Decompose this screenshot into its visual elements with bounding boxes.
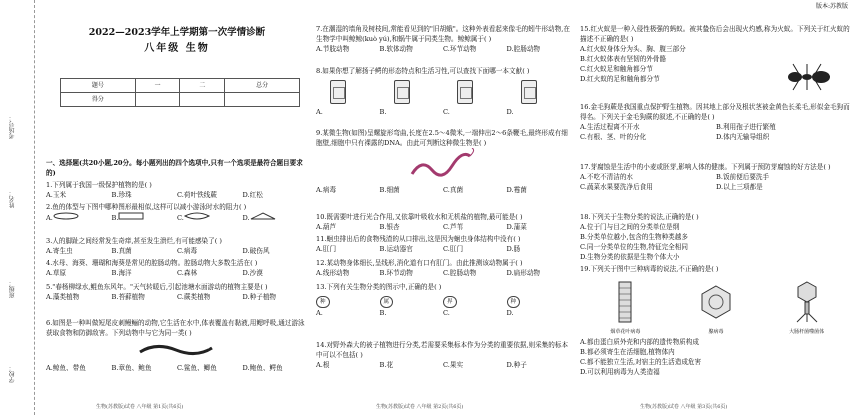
option: D.扁形动物 [506, 269, 541, 277]
question-8 [316, 66, 570, 117]
question-text: 9.某微生物(如图)呈螺旋形弯曲,长度在2.5～4微米,一端伸出2～6条鞭毛,最终形成有细胞壁,细胞中只有裸露的DNA。由此可判断这种微生物是( ) [316, 129, 568, 147]
option: C.果实 [443, 361, 464, 369]
option: B. [379, 309, 387, 317]
option: B.环节动物 [379, 269, 413, 277]
option: A.生活过程离不开水 [580, 123, 640, 131]
exam-subtitle: 八年级 生物 [144, 43, 210, 54]
option: D.肠 [506, 245, 521, 253]
option: D. [242, 214, 250, 222]
binding-label-school: 学校： [9, 365, 16, 383]
bacterium-illustration [406, 148, 476, 182]
question-18 [580, 212, 852, 262]
option: A. [316, 108, 323, 116]
option: B.分类单位越小,包含的生物种类越多 [580, 233, 688, 241]
question-text: 11.蛔虫排出后的食物残渣的从口排出,这是因为蛔虫身体结构中没有( ) [316, 235, 521, 243]
question-text: 15.红火蚁是一种入侵性极强的蚂蚁。被其蛰伤后会出现火灼感,称为火蚁。下列关于红火蚁的描述不正确的是( ) [580, 25, 850, 43]
question-text: 10.既需要叶进行光合作用,又依靠叶吸收水和无机盐的植物,最可能是( ) [316, 213, 523, 221]
option: B.苔藓植物 [111, 293, 145, 301]
option: C. [177, 214, 184, 222]
binding-margin [0, 0, 35, 415]
score-table [60, 78, 300, 107]
option: D.种子 [506, 361, 527, 369]
option: A.藻类植物 [46, 293, 80, 301]
option: A.都由蛋白质外壳和内部的遗传物质构成 [580, 338, 699, 346]
option: B.珍珠 [111, 191, 132, 199]
option: C.同一分类单位的生物,特征完全相同 [580, 243, 688, 251]
binding-label-name: 姓名： [9, 190, 16, 208]
option: D.以上三项都是 [716, 183, 763, 191]
option: C.都不能独立生活,对宿主的生活造成危害 [580, 358, 702, 366]
spindle-shape-icon [184, 212, 210, 220]
option: A.病毒 [316, 186, 337, 194]
question-5 [46, 282, 308, 302]
classify-pill: 属 [380, 296, 394, 308]
option: A.红火蚁身体分为头、胸、腹三部分 [580, 45, 686, 53]
score-header-cell: 一 [135, 79, 180, 93]
option: D.沙漠 [242, 269, 263, 277]
option: A.肛门 [316, 245, 337, 253]
option: D.红松 [242, 191, 263, 199]
option: A.草原 [46, 269, 67, 277]
virus-caption: 腺病毒 [708, 329, 724, 335]
column-1 [46, 0, 308, 415]
option: B.软体动物 [379, 45, 413, 53]
question-2 [46, 202, 308, 223]
option: C.有根、茎、叶的分化 [580, 133, 647, 141]
option: A.玉米 [46, 191, 67, 199]
score-cell[interactable] [180, 93, 225, 107]
question-10 [316, 212, 570, 232]
question-text: 18.下列关于生物分类的说法,正确的是( ) [580, 213, 699, 221]
option: A.不吃不清洁的水 [580, 173, 634, 181]
option: C.蕨类植物 [177, 293, 211, 301]
book-icon [457, 80, 473, 104]
question-text: 12.某动物身体细长,呈线形,消化道有口有肛门。由此推测该动物属于( ) [316, 259, 523, 267]
option: C.蔬菜水果要洗净后食用 [580, 183, 653, 191]
question-9 [316, 128, 570, 195]
eel-illustration [136, 338, 216, 360]
option: C.腔肠动物 [443, 269, 477, 277]
column-3 [580, 0, 852, 415]
binding-label-class: 班级： [9, 280, 16, 298]
option: A.葫芦 [316, 223, 337, 231]
option: C.荷叶铁线蕨 [177, 191, 217, 199]
question-text: 17.芽腐蚀是生活中的小麦或胚芽,影响人体的健康。下列属于预防芽腐蚀的好方法是( ) [580, 163, 831, 171]
question-text: 5."春杨柳绿水,鲲鱼东风年。"天气转暖后,引起池塘水面游动的植物主要是( ) [46, 283, 268, 291]
option: B.饭前便后要洗手 [716, 173, 770, 181]
option: D.可以利用病毒为人类造福 [580, 368, 660, 376]
option: B. [111, 214, 119, 222]
section-title: 一、选择题(共20小题,20分。每小题列出的四个选项中,只有一个选项是最符合题目要求的) [46, 159, 303, 177]
ellipse-shape-icon [53, 212, 79, 220]
option: D.种子植物 [242, 293, 277, 301]
option: D.生物分类的依据是生物个体大小 [580, 253, 680, 261]
option: B.细菌 [379, 186, 400, 194]
option: C.森林 [177, 269, 198, 277]
option: B.银杏 [379, 223, 400, 231]
page-footer: 生物(苏教版)试卷 八年级 第3页(共6页) [640, 404, 728, 410]
option: B.运动器官 [379, 245, 413, 253]
score-row-label: 得分 [61, 93, 136, 107]
option: B.花 [379, 361, 394, 369]
virus-caption: 烟草花叶病毒 [610, 329, 641, 335]
binding-label-room: 考场号： [9, 115, 16, 139]
option: C.芦苇 [443, 223, 464, 231]
option: C.病毒 [177, 247, 198, 255]
question-17 [580, 162, 852, 192]
question-text: 3.人的脚趾之间经常发生奇痒,甚至发生溃烂,有可能感染了( ) [46, 237, 222, 245]
question-4 [46, 258, 308, 278]
option: B.利用孢子进行繁殖 [716, 123, 776, 131]
question-16 [580, 102, 852, 142]
question-text: 19.下列关于图中三种病毒的说法,不正确的是( ) [580, 265, 719, 273]
tobacco-mosaic-virus-icon [613, 280, 637, 324]
score-cell[interactable] [225, 93, 300, 107]
option: C. [443, 309, 450, 317]
question-14 [316, 340, 570, 370]
option: A. [316, 309, 323, 317]
option: D.蒲菜 [506, 223, 527, 231]
page-footer: 生物(苏教版)试卷 八年级 第2页(共6页) [376, 404, 464, 410]
option: D.破伤风 [242, 247, 270, 255]
question-text: 13.下列有关生物分类的图示中,正确的是( ) [316, 283, 442, 291]
adenovirus-icon [696, 280, 736, 324]
question-3 [46, 236, 308, 256]
column-2 [316, 0, 570, 415]
option: D.鲍鱼、鳄鱼 [242, 364, 283, 372]
question-text: 6.如图是一种叫做短尾皮刺鳗鲡的动物,它生活在水中,体表覆盖有黏液,用鳃呼吸,通过游泳获取食物和防御敌害。下列动物中与它为同一类( ) [46, 319, 305, 337]
question-text: 7.在潮湿的墙角及树枝间,常能看见到的"旧胡蛾"。这种外表看起来像毛的蚓牛形动物,在生物学中叫鲸鲸(kuò yú),和蜗牛属于同类生物。鲸鲸属于( ) [316, 25, 570, 43]
question-7 [316, 24, 570, 54]
option: C.鲨鱼、鲫鱼 [177, 364, 217, 372]
question-11 [316, 234, 570, 254]
option: D. [506, 108, 514, 116]
option: C. [443, 108, 450, 116]
option: C.环节动物 [443, 45, 477, 53]
option: D.红火蚁的足和触角都分节 [580, 75, 660, 83]
option: A. [46, 214, 53, 222]
question-text: 8.如果你想了解扬子鳄的形态特点和生活习性,可以查找下面哪一本文献( ) [316, 67, 530, 75]
option: D. [506, 309, 514, 317]
option: C.肛门 [443, 245, 464, 253]
exam-title: 2022—2023学年上学期第一次学情诊断 [88, 27, 266, 38]
option: A.鲸鱼、带鱼 [46, 364, 86, 372]
classify-pill: 种 [507, 296, 521, 308]
option: A.寄生虫 [46, 247, 73, 255]
option: B.章鱼、鲍鱼 [111, 364, 152, 372]
book-icon [521, 80, 537, 104]
score-header-cell: 题号 [61, 79, 136, 93]
page-footer: 生物(苏教版)试卷 八年级 第1页(共6页) [96, 404, 184, 410]
question-text: 4.水母、海葵、珊瑚和海葵是常见的腔肠动物。腔肠动物大多数生活在( ) [46, 259, 258, 267]
virus-caption: 大肠杆菌噬菌体 [789, 329, 825, 335]
option: B. [379, 108, 387, 116]
option: B.海洋 [111, 269, 132, 277]
option: B.红火蚁体表有坚韧的外骨骼 [580, 55, 667, 63]
question-12 [316, 258, 570, 278]
fire-ant-illustration [785, 62, 835, 92]
score-header-cell: 总分 [225, 79, 300, 93]
question-6 [46, 318, 308, 373]
triangle-shape-icon [250, 212, 276, 220]
score-header-cell: 二 [180, 79, 225, 93]
version-label: 版本:苏教版 [815, 3, 848, 10]
question-text: 1.下列属于我国一级保护植物的是( ) [46, 181, 152, 189]
option: C.红火蚁足和触角都分节 [580, 65, 653, 73]
book-icon [394, 80, 410, 104]
option: D.体内无输导组织 [716, 133, 770, 141]
option: A.线形动物 [316, 269, 350, 277]
classify-pill: 界 [443, 296, 457, 308]
option: A.节肢动物 [316, 45, 350, 53]
option: B.真菌 [111, 247, 132, 255]
rectangle-shape-icon [118, 212, 144, 220]
option: C.真菌 [443, 186, 464, 194]
option: B.都必须寄生在活细胞,植物体内 [580, 348, 675, 356]
score-cell[interactable] [135, 93, 180, 107]
option: A.根 [316, 361, 330, 369]
question-text: 14.对野外森大的被子植物进行分类,若需要采集标本作为分类的重要依据,则采集的标本中可以不包括( ) [316, 341, 569, 359]
option: D.霉菌 [506, 186, 527, 194]
bacteriophage-icon [792, 280, 822, 324]
question-13 [316, 282, 570, 318]
question-text: 2.鱼的体型与下图中哪种图形最相似,这样可以减小游泳时水的阻力( ) [46, 203, 247, 211]
book-icon [330, 80, 346, 104]
option: A.位于门与目之间的分类单位是纲 [580, 223, 680, 231]
question-1 [46, 180, 308, 200]
option: D.腔肠动物 [506, 45, 541, 53]
classify-pill: 种 [316, 296, 330, 308]
question-text: 16.金毛狗蕨是我国重点保护野生植物。因其地上部分及根状茎被金黄色长柔毛,形似金毛狗而得名。下列关于金毛狗蕨的叙述,不正确的是( ) [580, 103, 850, 121]
question-19 [580, 264, 852, 377]
